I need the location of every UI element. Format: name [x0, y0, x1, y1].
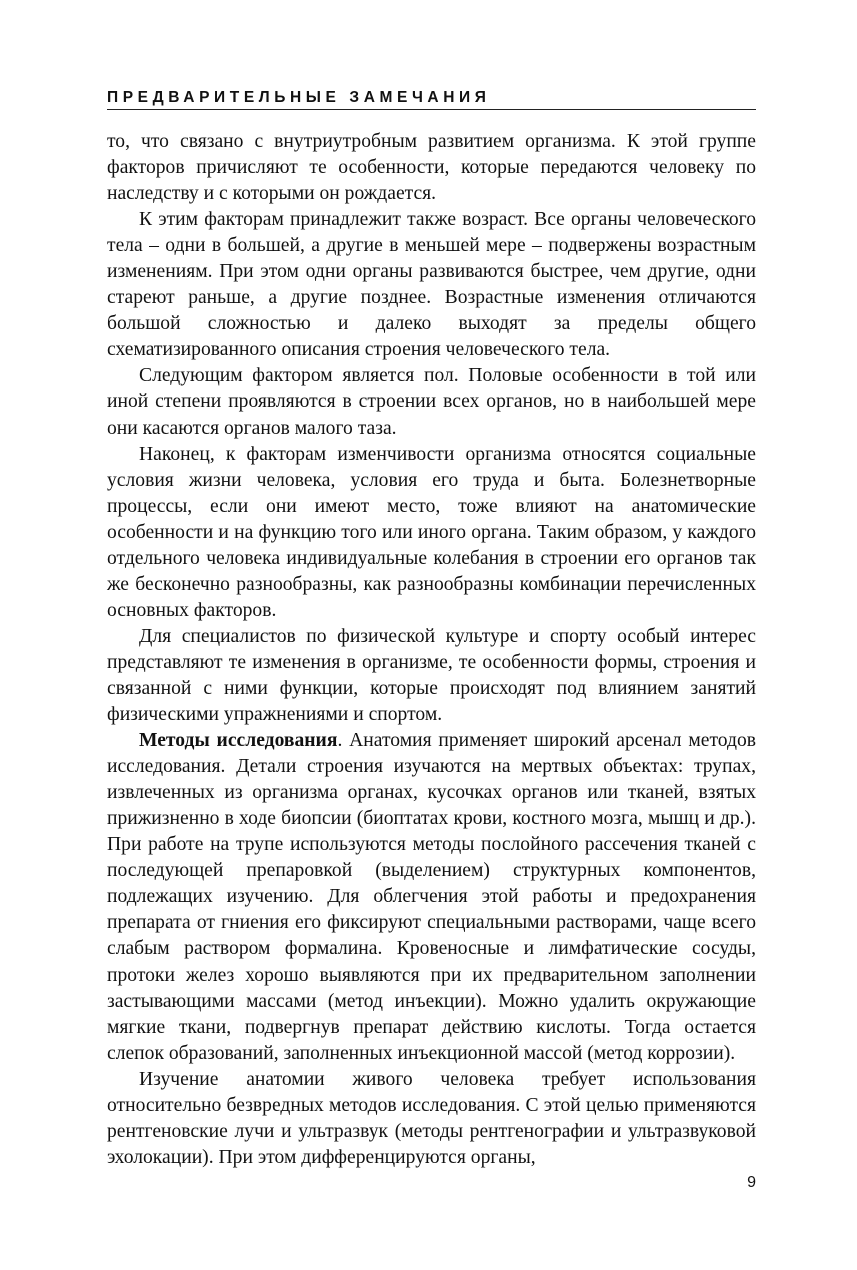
- paragraph: Следующим фактором является пол. Половые особенности в той или иной степени проявляются в строении всех органов, но в наибольшей мере они касаются органов малого таза.: [107, 365, 756, 439]
- page-number: 9: [747, 1174, 756, 1191]
- paragraph: Для специалистов по физической культуре и спорту особый интерес представляют те изменения в организме, те особенности формы, строения и связанной с ними функции, которые происходят под влиянием занятий физическими упражнениями и спортом.: [107, 625, 756, 726]
- paragraph: Изучение анатомии живого человека требует использования относительно безвредных методов исследования. С этой целью применяются рентгеновские лучи и ультразвук (методы рентгенографии и ультразвуковой эхолокации). При этом дифференцируются органы,: [107, 1068, 756, 1168]
- paragraph: К этим факторам принадлежит также возраст. Все органы человеческого тела – одни в большей, а другие в меньшей мере – подвержены возрастным изменениям. При этом одни органы развиваются быстрее, чем другие, одни стареют раньше, а другие позднее. Возрастные изменения отличаются большой сложностью и далеко выходят за пределы общего схематизированного описания строения человеческого тела.: [107, 209, 756, 361]
- body-text: [107, 129, 756, 1171]
- running-header: ПРЕДВАРИТЕЛЬНЫЕ ЗАМЕЧАНИЯ: [107, 89, 491, 106]
- methods-term: Методы исследования: [139, 730, 338, 752]
- methods-paragraph: [107, 728, 756, 1067]
- paragraph: Наконец, к факторам изменчивости организма относятся социальные условия жизни человека, условия его труда и быта. Болезнетворные процессы, если они имеют место, тоже влияют на анатомические особенности и на функцию того или иного органа. Таким образом, у каждого отдельного человека индивидуальные колебания в строении его органов так же бесконечно разнообразны, как разнообразны комбинации перечисленных основных факторов.: [107, 443, 756, 621]
- paragraph: то, что связано с внутриутробным развитием организма. К этой группе факторов причисляют те особенности, которые передаются человеку по наследству и с которыми он рождается.: [107, 131, 756, 205]
- methods-text: . Анатомия применяет широкий арсенал методов исследования. Детали строения изучаются на мертвых объектах: трупах, извлеченных из организма органах, кусочках органов или тканей, взятых прижизненно в ходе биопсии (биоптатах крови, костного мозга, мышц и др.). При работе на трупе используются методы послойного рассечения тканей с последующей препаровкой (выделением) структурных компонентов, подлежащих изучению. Для облегчения этой работы и предохранения препарата от гниения его фиксируют специальными растворами, чаще всего слабым раствором формалина. Кровеносные и лимфатические сосуды, протоки желез хорошо выявляются при их предварительном заполнении застывающими массами (метод инъекции). Можно удалить окружающие мягкие ткани, подвергнув препарат действию кислоты. Тогда остается слепок образований, заполненных инъекционной массой (метод коррозии).: [107, 730, 756, 1064]
- header-rule: [107, 109, 756, 110]
